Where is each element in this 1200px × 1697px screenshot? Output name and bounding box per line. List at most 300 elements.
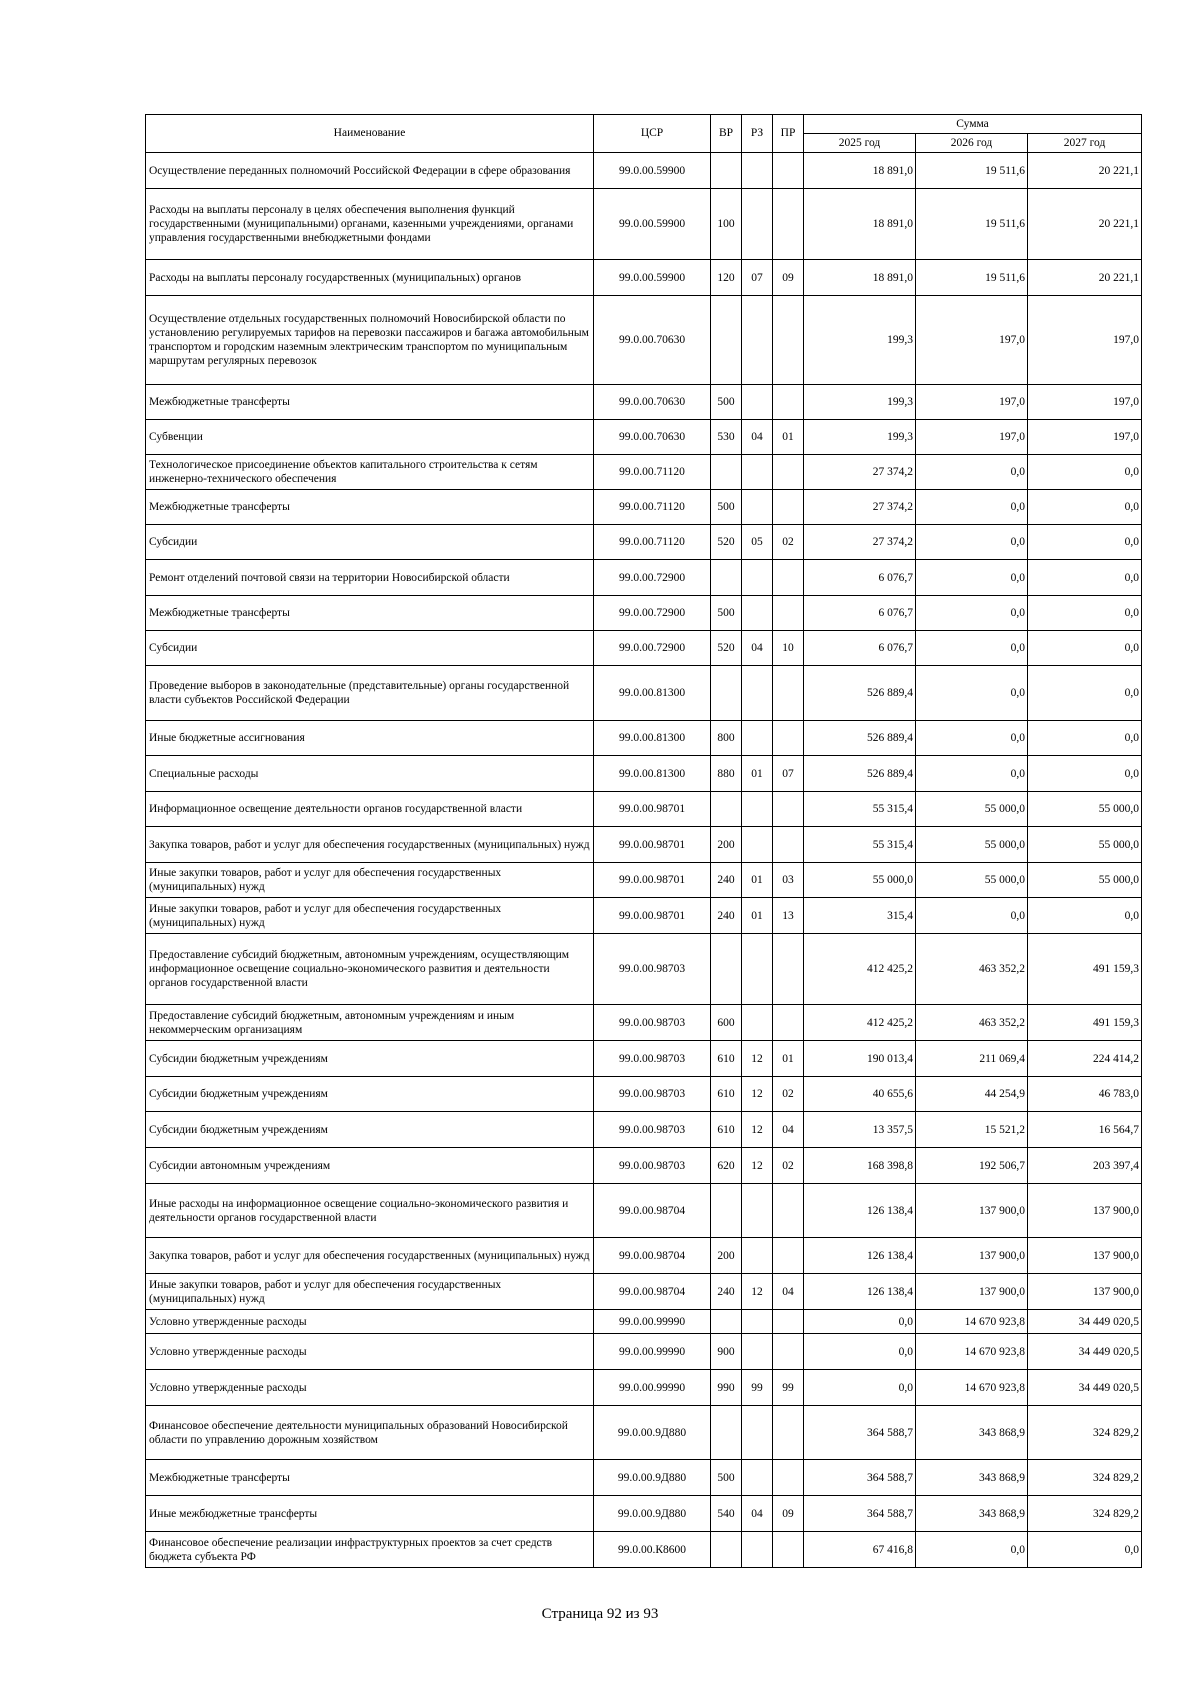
table-row xyxy=(146,596,1142,631)
cell-csr: 99.0.00.71120 xyxy=(594,455,711,490)
table-body xyxy=(146,153,1142,1568)
cell-vr: 600 xyxy=(711,1005,742,1041)
cell-name: Иные расходы на информационное освещение социально-экономического развития и деятельности органов государственной власти xyxy=(146,1184,594,1238)
cell-name: Межбюджетные трансферты xyxy=(146,490,594,525)
cell-2026: 137 900,0 xyxy=(916,1184,1028,1238)
cell-vr: 880 xyxy=(711,756,742,792)
cell-2027: 20 221,1 xyxy=(1028,153,1142,189)
table-row xyxy=(146,1406,1142,1460)
cell-pr: 13 xyxy=(773,898,804,934)
table-row xyxy=(146,792,1142,827)
cell-rz xyxy=(742,1406,773,1460)
cell-2025: 27 374,2 xyxy=(804,525,916,560)
cell-2025: 55 315,4 xyxy=(804,792,916,827)
cell-2026: 15 521,2 xyxy=(916,1112,1028,1148)
cell-pr xyxy=(773,1334,804,1370)
cell-2027: 34 449 020,5 xyxy=(1028,1334,1142,1370)
cell-csr: 99.0.00.72900 xyxy=(594,560,711,596)
cell-2026: 0,0 xyxy=(916,631,1028,666)
table-row xyxy=(146,1334,1142,1370)
cell-csr: 99.0.00.9Д880 xyxy=(594,1406,711,1460)
cell-vr: 610 xyxy=(711,1041,742,1077)
table-row xyxy=(146,189,1142,260)
table-row xyxy=(146,1112,1142,1148)
table-row xyxy=(146,1310,1142,1334)
cell-name: Межбюджетные трансферты xyxy=(146,596,594,631)
cell-2027: 0,0 xyxy=(1028,525,1142,560)
cell-2025: 199,3 xyxy=(804,420,916,455)
cell-2027: 137 900,0 xyxy=(1028,1184,1142,1238)
cell-2026: 0,0 xyxy=(916,756,1028,792)
cell-vr: 900 xyxy=(711,1334,742,1370)
cell-2027: 224 414,2 xyxy=(1028,1041,1142,1077)
table-row xyxy=(146,1496,1142,1532)
cell-2026: 0,0 xyxy=(916,490,1028,525)
header-vr: ВР xyxy=(711,115,742,153)
table-row xyxy=(146,1041,1142,1077)
cell-csr: 99.0.00.72900 xyxy=(594,596,711,631)
table-row xyxy=(146,1532,1142,1568)
cell-rz xyxy=(742,1532,773,1568)
header-name: Наименование xyxy=(146,115,594,153)
cell-pr: 04 xyxy=(773,1112,804,1148)
cell-csr: 99.0.00.98703 xyxy=(594,1148,711,1184)
cell-name: Субсидии бюджетным учреждениям xyxy=(146,1077,594,1112)
header-year-2025: 2025 год xyxy=(804,134,916,153)
cell-rz: 04 xyxy=(742,420,773,455)
budget-table xyxy=(145,114,1142,1568)
cell-2025: 0,0 xyxy=(804,1310,916,1334)
table-row xyxy=(146,1274,1142,1310)
cell-pr xyxy=(773,1005,804,1041)
table-row xyxy=(146,898,1142,934)
cell-2025: 18 891,0 xyxy=(804,153,916,189)
cell-name: Условно утвержденные расходы xyxy=(146,1370,594,1406)
cell-vr: 240 xyxy=(711,1274,742,1310)
cell-2026: 343 868,9 xyxy=(916,1496,1028,1532)
cell-csr: 99.0.00.99990 xyxy=(594,1334,711,1370)
cell-vr: 520 xyxy=(711,525,742,560)
cell-pr xyxy=(773,1184,804,1238)
cell-2027: 46 783,0 xyxy=(1028,1077,1142,1112)
cell-2025: 18 891,0 xyxy=(804,189,916,260)
cell-2027: 0,0 xyxy=(1028,721,1142,756)
cell-name: Иные межбюджетные трансферты xyxy=(146,1496,594,1532)
cell-vr: 500 xyxy=(711,1460,742,1496)
cell-pr: 09 xyxy=(773,260,804,296)
cell-pr xyxy=(773,1406,804,1460)
cell-vr xyxy=(711,792,742,827)
cell-2025: 315,4 xyxy=(804,898,916,934)
cell-csr: 99.0.00.70630 xyxy=(594,296,711,385)
cell-2027: 491 159,3 xyxy=(1028,934,1142,1005)
cell-vr: 530 xyxy=(711,420,742,455)
cell-2027: 324 829,2 xyxy=(1028,1406,1142,1460)
cell-2027: 0,0 xyxy=(1028,631,1142,666)
table-row xyxy=(146,863,1142,898)
table-row xyxy=(146,1005,1142,1041)
cell-pr: 09 xyxy=(773,1496,804,1532)
cell-pr xyxy=(773,1532,804,1568)
cell-csr: 99.0.00.81300 xyxy=(594,756,711,792)
cell-2026: 14 670 923,8 xyxy=(916,1334,1028,1370)
cell-pr xyxy=(773,721,804,756)
cell-pr xyxy=(773,385,804,420)
cell-rz xyxy=(742,153,773,189)
cell-2026: 463 352,2 xyxy=(916,1005,1028,1041)
cell-2026: 19 511,6 xyxy=(916,260,1028,296)
cell-2027: 0,0 xyxy=(1028,560,1142,596)
cell-name: Информационное освещение деятельности органов государственной власти xyxy=(146,792,594,827)
cell-rz: 12 xyxy=(742,1148,773,1184)
table-row xyxy=(146,260,1142,296)
cell-vr xyxy=(711,1406,742,1460)
cell-name: Проведение выборов в законодательные (представительные) органы государственной власти субъектов Российской Федерации xyxy=(146,666,594,721)
cell-2026: 192 506,7 xyxy=(916,1148,1028,1184)
cell-rz xyxy=(742,1184,773,1238)
cell-pr xyxy=(773,296,804,385)
cell-pr: 10 xyxy=(773,631,804,666)
cell-rz xyxy=(742,560,773,596)
cell-name: Межбюджетные трансферты xyxy=(146,1460,594,1496)
cell-2025: 199,3 xyxy=(804,296,916,385)
cell-name: Закупка товаров, работ и услуг для обеспечения государственных (муниципальных) нужд xyxy=(146,1238,594,1274)
table-row xyxy=(146,153,1142,189)
cell-vr: 240 xyxy=(711,898,742,934)
cell-csr: 99.0.00.81300 xyxy=(594,721,711,756)
cell-2027: 197,0 xyxy=(1028,296,1142,385)
page-number: Страница 92 из 93 xyxy=(541,1606,659,1622)
cell-name: Осуществление отдельных государственных полномочий Новосибирской области по установлению регулируемых тарифов на перевозки пассажиров и багажа автомобильным транспортом и городским наземным электрическим транспортом по муниципальным маршрутам регулярных перевозок xyxy=(146,296,594,385)
cell-2025: 6 076,7 xyxy=(804,596,916,631)
cell-2025: 526 889,4 xyxy=(804,721,916,756)
cell-2027: 55 000,0 xyxy=(1028,792,1142,827)
cell-csr: 99.0.00.71120 xyxy=(594,490,711,525)
cell-2027: 197,0 xyxy=(1028,385,1142,420)
cell-csr: 99.0.00.К8600 xyxy=(594,1532,711,1568)
cell-name: Субсидии бюджетным учреждениям xyxy=(146,1041,594,1077)
cell-pr xyxy=(773,596,804,631)
cell-rz: 12 xyxy=(742,1077,773,1112)
cell-2026: 137 900,0 xyxy=(916,1238,1028,1274)
table-row xyxy=(146,721,1142,756)
cell-2025: 6 076,7 xyxy=(804,560,916,596)
cell-pr xyxy=(773,934,804,1005)
cell-name: Предоставление субсидий бюджетным, автономным учреждениям, осуществляющим информационное освещение социально-экономического развития и деятельности органов государственной власти xyxy=(146,934,594,1005)
header-rz: РЗ xyxy=(742,115,773,153)
cell-2026: 19 511,6 xyxy=(916,153,1028,189)
cell-vr xyxy=(711,455,742,490)
cell-2025: 526 889,4 xyxy=(804,666,916,721)
cell-pr xyxy=(773,1238,804,1274)
cell-2027: 137 900,0 xyxy=(1028,1274,1142,1310)
table-row xyxy=(146,1370,1142,1406)
cell-2026: 55 000,0 xyxy=(916,863,1028,898)
cell-pr xyxy=(773,792,804,827)
cell-vr: 200 xyxy=(711,1238,742,1274)
cell-2026: 0,0 xyxy=(916,525,1028,560)
cell-2025: 27 374,2 xyxy=(804,490,916,525)
cell-2027: 34 449 020,5 xyxy=(1028,1310,1142,1334)
cell-name: Закупка товаров, работ и услуг для обеспечения государственных (муниципальных) нужд xyxy=(146,827,594,863)
cell-vr xyxy=(711,1184,742,1238)
cell-2026: 137 900,0 xyxy=(916,1274,1028,1310)
cell-rz xyxy=(742,1334,773,1370)
table-row xyxy=(146,666,1142,721)
table-row xyxy=(146,455,1142,490)
cell-2026: 0,0 xyxy=(916,721,1028,756)
cell-name: Условно утвержденные расходы xyxy=(146,1334,594,1370)
cell-2027: 0,0 xyxy=(1028,756,1142,792)
table-row xyxy=(146,631,1142,666)
cell-rz: 12 xyxy=(742,1274,773,1310)
cell-csr: 99.0.00.99990 xyxy=(594,1310,711,1334)
table-row xyxy=(146,934,1142,1005)
header-year-2026: 2026 год xyxy=(916,134,1028,153)
cell-2026: 14 670 923,8 xyxy=(916,1310,1028,1334)
table-row xyxy=(146,385,1142,420)
cell-2025: 364 588,7 xyxy=(804,1496,916,1532)
cell-rz: 12 xyxy=(742,1041,773,1077)
cell-2025: 199,3 xyxy=(804,385,916,420)
table-row xyxy=(146,756,1142,792)
cell-csr: 99.0.00.70630 xyxy=(594,420,711,455)
table-row xyxy=(146,490,1142,525)
cell-vr xyxy=(711,934,742,1005)
cell-name: Иные закупки товаров, работ и услуг для обеспечения государственных (муниципальных) нужд xyxy=(146,1274,594,1310)
cell-csr: 99.0.00.98704 xyxy=(594,1238,711,1274)
cell-2025: 526 889,4 xyxy=(804,756,916,792)
cell-2026: 343 868,9 xyxy=(916,1460,1028,1496)
cell-name: Иные закупки товаров, работ и услуг для обеспечения государственных (муниципальных) нужд xyxy=(146,898,594,934)
cell-csr: 99.0.00.98701 xyxy=(594,827,711,863)
cell-rz xyxy=(742,721,773,756)
table-row xyxy=(146,420,1142,455)
cell-2026: 197,0 xyxy=(916,296,1028,385)
cell-2027: 491 159,3 xyxy=(1028,1005,1142,1041)
cell-rz xyxy=(742,385,773,420)
cell-rz xyxy=(742,1238,773,1274)
cell-csr: 99.0.00.9Д880 xyxy=(594,1496,711,1532)
cell-csr: 99.0.00.98703 xyxy=(594,1077,711,1112)
cell-2025: 55 315,4 xyxy=(804,827,916,863)
cell-name: Ремонт отделений почтовой связи на территории Новосибирской области xyxy=(146,560,594,596)
cell-pr: 01 xyxy=(773,420,804,455)
cell-2027: 20 221,1 xyxy=(1028,260,1142,296)
cell-2025: 364 588,7 xyxy=(804,1460,916,1496)
cell-csr: 99.0.00.99990 xyxy=(594,1370,711,1406)
cell-name: Субсидии xyxy=(146,525,594,560)
cell-2027: 20 221,1 xyxy=(1028,189,1142,260)
cell-csr: 99.0.00.70630 xyxy=(594,385,711,420)
cell-pr: 02 xyxy=(773,525,804,560)
cell-2025: 412 425,2 xyxy=(804,1005,916,1041)
cell-2026: 19 511,6 xyxy=(916,189,1028,260)
cell-2027: 0,0 xyxy=(1028,455,1142,490)
cell-vr: 240 xyxy=(711,863,742,898)
cell-rz: 99 xyxy=(742,1370,773,1406)
cell-csr: 99.0.00.81300 xyxy=(594,666,711,721)
cell-2026: 0,0 xyxy=(916,898,1028,934)
cell-2025: 18 891,0 xyxy=(804,260,916,296)
cell-2026: 14 670 923,8 xyxy=(916,1370,1028,1406)
cell-pr xyxy=(773,1310,804,1334)
cell-rz xyxy=(742,296,773,385)
cell-rz xyxy=(742,666,773,721)
table-row xyxy=(146,1460,1142,1496)
cell-name: Субсидии бюджетным учреждениям xyxy=(146,1112,594,1148)
cell-rz: 12 xyxy=(742,1112,773,1148)
cell-csr: 99.0.00.98701 xyxy=(594,898,711,934)
cell-vr: 520 xyxy=(711,631,742,666)
cell-rz: 05 xyxy=(742,525,773,560)
cell-csr: 99.0.00.98701 xyxy=(594,863,711,898)
cell-2025: 126 138,4 xyxy=(804,1274,916,1310)
table-row xyxy=(146,296,1142,385)
table-row xyxy=(146,560,1142,596)
cell-2025: 126 138,4 xyxy=(804,1184,916,1238)
cell-vr: 100 xyxy=(711,189,742,260)
cell-name: Иные закупки товаров, работ и услуг для обеспечения государственных (муниципальных) нужд xyxy=(146,863,594,898)
cell-rz xyxy=(742,792,773,827)
cell-name: Субвенции xyxy=(146,420,594,455)
cell-rz xyxy=(742,827,773,863)
cell-vr: 120 xyxy=(711,260,742,296)
cell-name: Межбюджетные трансферты xyxy=(146,385,594,420)
cell-rz: 01 xyxy=(742,756,773,792)
cell-2025: 27 374,2 xyxy=(804,455,916,490)
cell-2026: 0,0 xyxy=(916,560,1028,596)
cell-rz xyxy=(742,934,773,1005)
cell-vr: 200 xyxy=(711,827,742,863)
cell-rz xyxy=(742,1460,773,1496)
cell-name: Иные бюджетные ассигнования xyxy=(146,721,594,756)
cell-name: Расходы на выплаты персоналу в целях обеспечения выполнения функций государственными (муниципальными) органами, казенными учреждениями, органами управления государственными внебюджетными фондами xyxy=(146,189,594,260)
cell-pr xyxy=(773,490,804,525)
cell-2025: 13 357,5 xyxy=(804,1112,916,1148)
cell-csr: 99.0.00.98704 xyxy=(594,1184,711,1238)
cell-pr xyxy=(773,666,804,721)
cell-2027: 34 449 020,5 xyxy=(1028,1370,1142,1406)
cell-2025: 0,0 xyxy=(804,1370,916,1406)
cell-rz: 07 xyxy=(742,260,773,296)
cell-2026: 0,0 xyxy=(916,1532,1028,1568)
cell-2026: 463 352,2 xyxy=(916,934,1028,1005)
cell-pr xyxy=(773,560,804,596)
cell-rz xyxy=(742,490,773,525)
cell-vr xyxy=(711,153,742,189)
cell-vr: 800 xyxy=(711,721,742,756)
cell-2026: 211 069,4 xyxy=(916,1041,1028,1077)
cell-csr: 99.0.00.59900 xyxy=(594,260,711,296)
cell-2025: 364 588,7 xyxy=(804,1406,916,1460)
cell-pr: 01 xyxy=(773,1041,804,1077)
table-row xyxy=(146,1184,1142,1238)
cell-2027: 203 397,4 xyxy=(1028,1148,1142,1184)
cell-csr: 99.0.00.72900 xyxy=(594,631,711,666)
cell-2026: 55 000,0 xyxy=(916,827,1028,863)
cell-2026: 0,0 xyxy=(916,666,1028,721)
cell-vr: 610 xyxy=(711,1112,742,1148)
cell-2026: 44 254,9 xyxy=(916,1077,1028,1112)
cell-name: Осуществление переданных полномочий Российской Федерации в сфере образования xyxy=(146,153,594,189)
cell-2025: 55 000,0 xyxy=(804,863,916,898)
cell-pr xyxy=(773,153,804,189)
cell-csr: 99.0.00.98703 xyxy=(594,1005,711,1041)
cell-csr: 99.0.00.98704 xyxy=(594,1274,711,1310)
cell-2026: 0,0 xyxy=(916,455,1028,490)
cell-2025: 67 416,8 xyxy=(804,1532,916,1568)
cell-vr xyxy=(711,560,742,596)
cell-pr: 03 xyxy=(773,863,804,898)
cell-vr: 990 xyxy=(711,1370,742,1406)
cell-vr xyxy=(711,1532,742,1568)
cell-2027: 324 829,2 xyxy=(1028,1496,1142,1532)
cell-rz xyxy=(742,189,773,260)
cell-pr: 02 xyxy=(773,1148,804,1184)
cell-vr: 620 xyxy=(711,1148,742,1184)
cell-rz: 04 xyxy=(742,631,773,666)
cell-name: Технологическое присоединение объектов капитального строительства к сетям инженерно-технического обеспечения xyxy=(146,455,594,490)
cell-2027: 197,0 xyxy=(1028,420,1142,455)
cell-pr: 07 xyxy=(773,756,804,792)
cell-2027: 0,0 xyxy=(1028,596,1142,631)
cell-name: Финансовое обеспечение реализации инфраструктурных проектов за счет средств бюджета субъекта РФ xyxy=(146,1532,594,1568)
cell-2027: 324 829,2 xyxy=(1028,1460,1142,1496)
cell-2027: 0,0 xyxy=(1028,898,1142,934)
cell-vr: 500 xyxy=(711,385,742,420)
cell-csr: 99.0.00.9Д880 xyxy=(594,1460,711,1496)
header-sum: Сумма xyxy=(804,115,1142,134)
cell-vr xyxy=(711,666,742,721)
cell-name: Субсидии автономным учреждениям xyxy=(146,1148,594,1184)
cell-vr: 610 xyxy=(711,1077,742,1112)
cell-name: Условно утвержденные расходы xyxy=(146,1310,594,1334)
cell-2026: 0,0 xyxy=(916,596,1028,631)
cell-2025: 40 655,6 xyxy=(804,1077,916,1112)
cell-csr: 99.0.00.98703 xyxy=(594,934,711,1005)
cell-rz: 04 xyxy=(742,1496,773,1532)
cell-vr: 500 xyxy=(711,596,742,631)
cell-name: Субсидии xyxy=(146,631,594,666)
cell-2027: 0,0 xyxy=(1028,666,1142,721)
cell-2025: 0,0 xyxy=(804,1334,916,1370)
cell-csr: 99.0.00.59900 xyxy=(594,189,711,260)
cell-2026: 343 868,9 xyxy=(916,1406,1028,1460)
cell-2027: 137 900,0 xyxy=(1028,1238,1142,1274)
cell-rz xyxy=(742,1005,773,1041)
cell-2027: 55 000,0 xyxy=(1028,863,1142,898)
cell-2025: 126 138,4 xyxy=(804,1238,916,1274)
cell-name: Расходы на выплаты персоналу государственных (муниципальных) органов xyxy=(146,260,594,296)
cell-rz: 01 xyxy=(742,863,773,898)
cell-name: Предоставление субсидий бюджетным, автономным учреждениям и иным некоммерческим организациям xyxy=(146,1005,594,1041)
cell-2027: 0,0 xyxy=(1028,1532,1142,1568)
table-header xyxy=(146,115,1142,153)
cell-csr: 99.0.00.71120 xyxy=(594,525,711,560)
cell-vr xyxy=(711,1310,742,1334)
cell-2025: 190 013,4 xyxy=(804,1041,916,1077)
cell-2026: 197,0 xyxy=(916,420,1028,455)
cell-2025: 168 398,8 xyxy=(804,1148,916,1184)
cell-pr xyxy=(773,827,804,863)
cell-pr xyxy=(773,1460,804,1496)
cell-csr: 99.0.00.98701 xyxy=(594,792,711,827)
cell-csr: 99.0.00.98703 xyxy=(594,1041,711,1077)
cell-2026: 197,0 xyxy=(916,385,1028,420)
cell-2026: 55 000,0 xyxy=(916,792,1028,827)
cell-rz: 01 xyxy=(742,898,773,934)
